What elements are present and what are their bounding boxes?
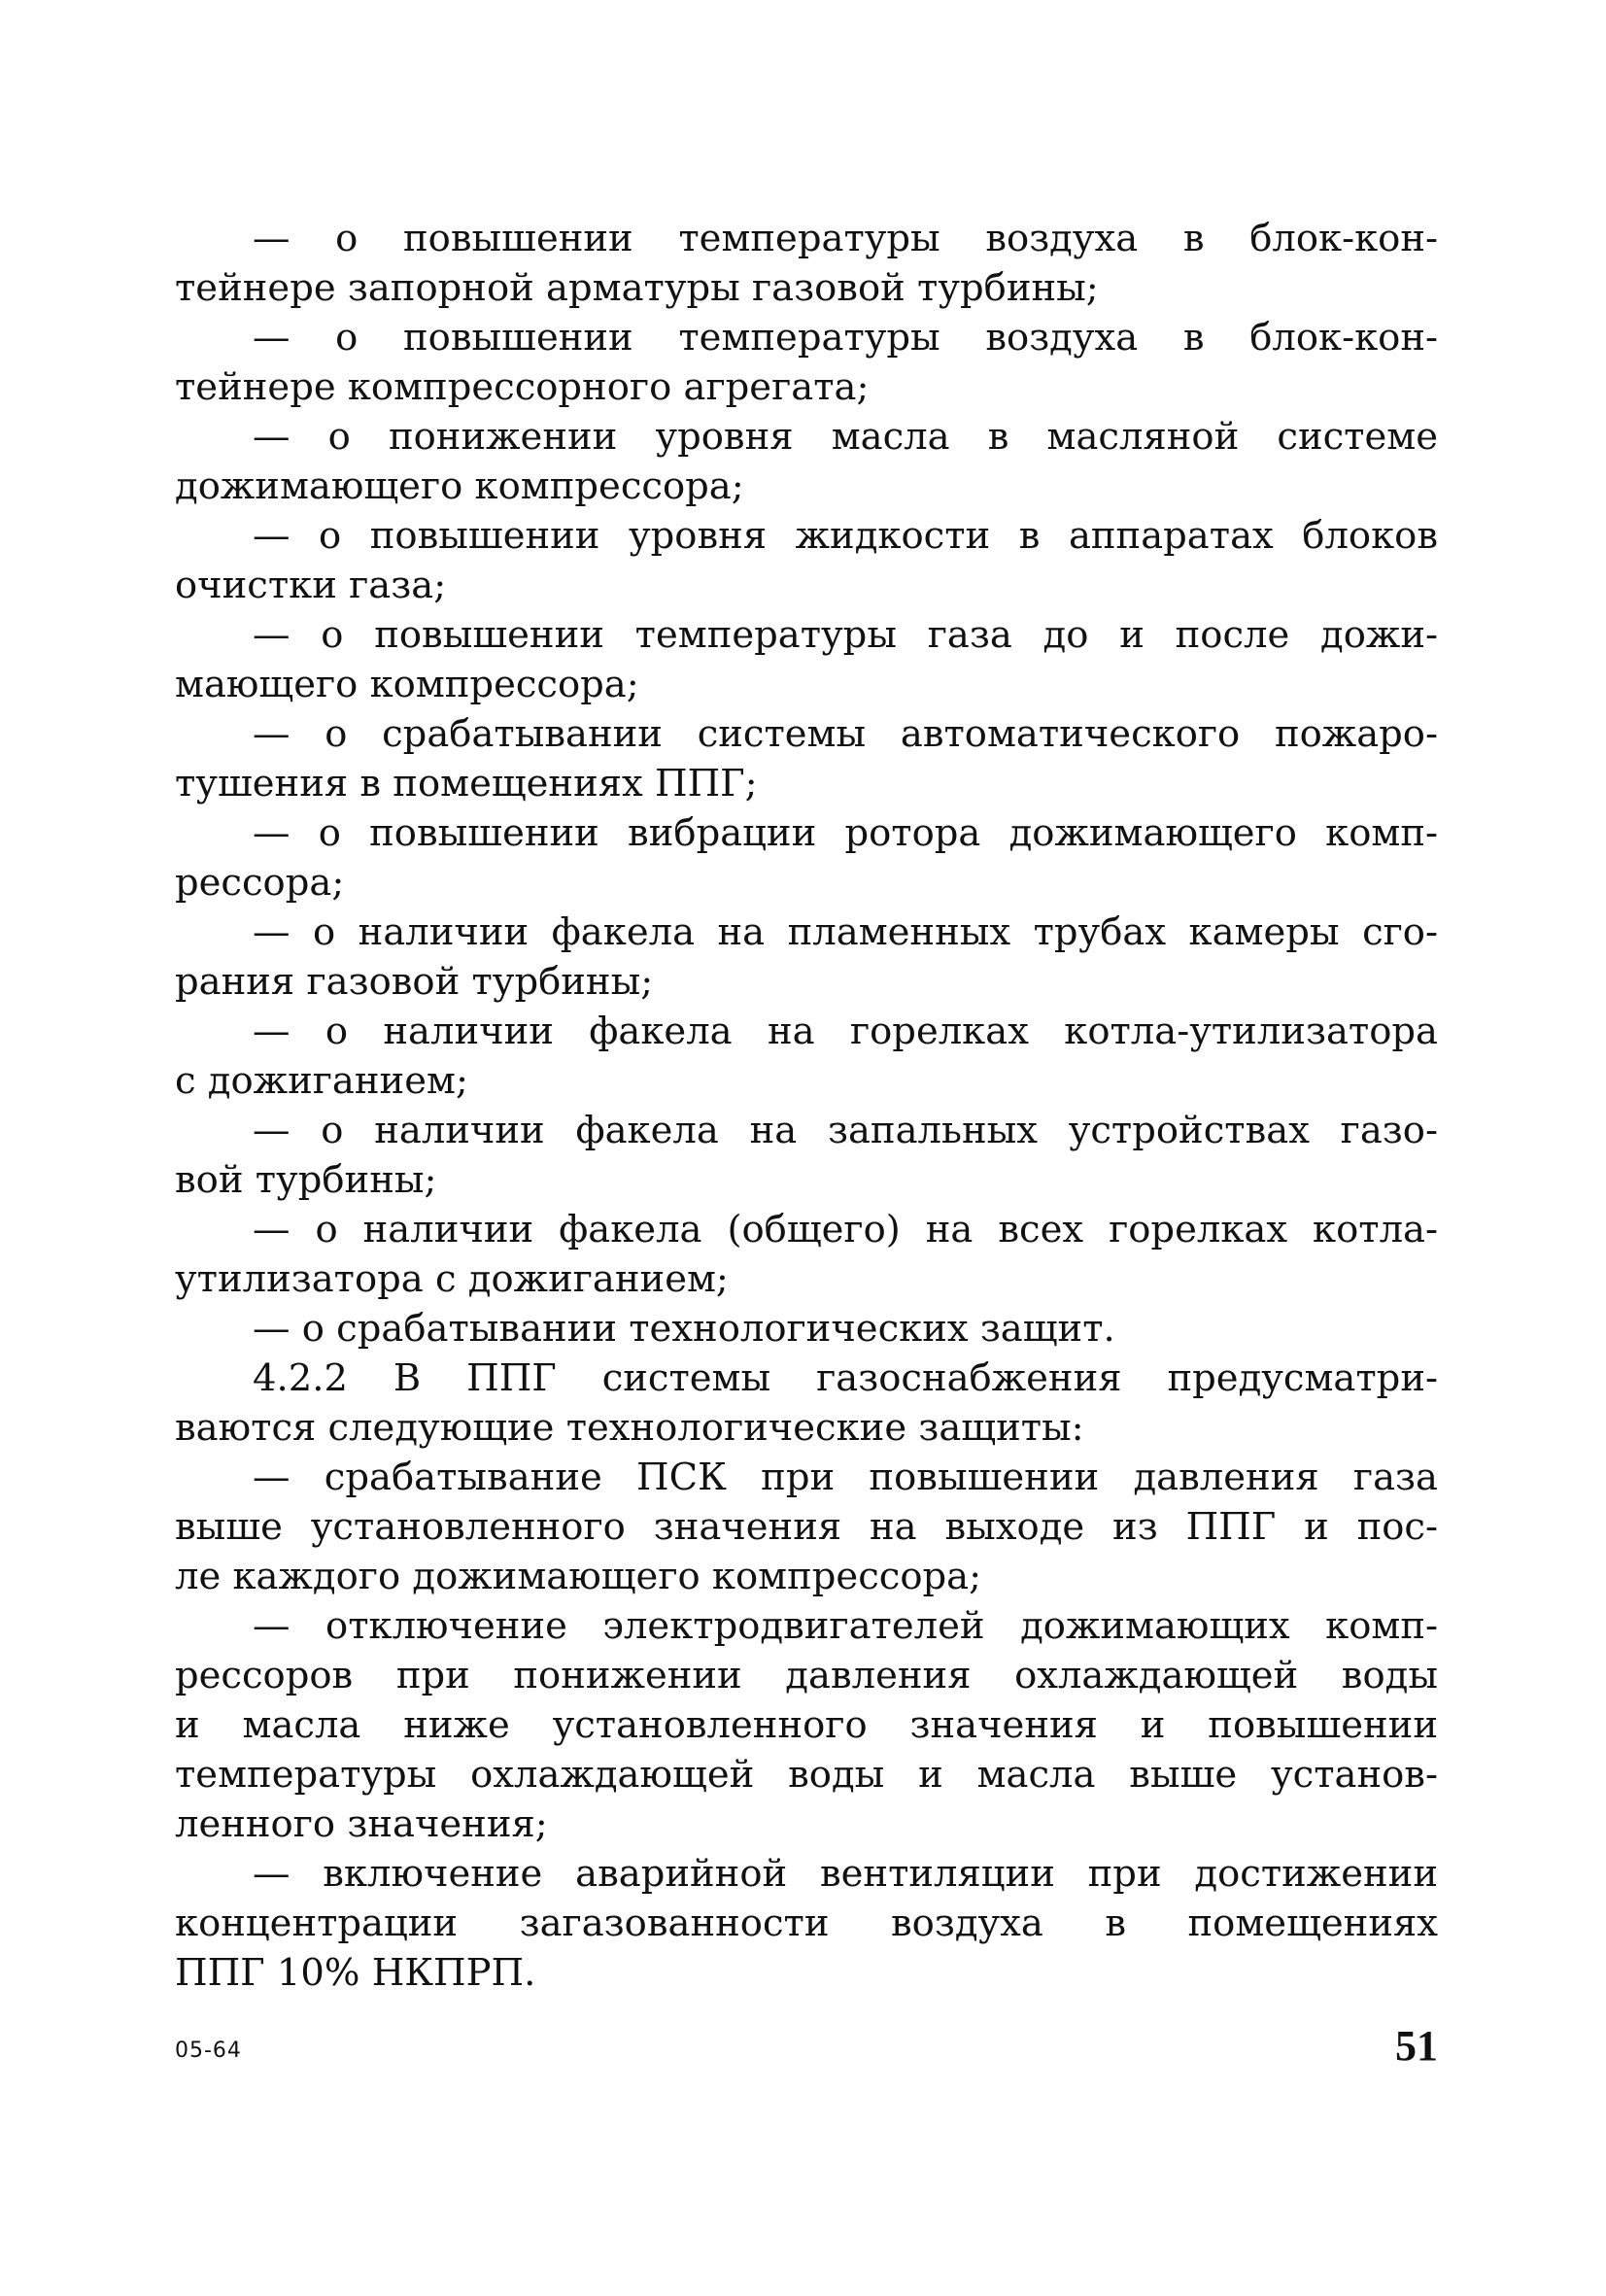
text-line: — включение аварийной вентиляции при достижении bbox=[253, 1852, 1438, 1896]
text-line: рессоров при понижении давления охлаждающей воды bbox=[175, 1654, 1438, 1697]
footer-code: 05-64 bbox=[175, 2039, 242, 2063]
text-line: ленного значения; bbox=[175, 1802, 548, 1846]
page-footer bbox=[175, 2021, 1438, 2079]
text-line: с дожиганием; bbox=[175, 1059, 468, 1103]
text-line: очистки газа; bbox=[175, 564, 447, 607]
text-line: — о наличии факела на пламенных трубах камеры сго- bbox=[253, 910, 1438, 954]
text-line: — отключение электродвигателей дожимающих комп- bbox=[253, 1604, 1438, 1648]
page-number: 51 bbox=[1395, 2022, 1438, 2070]
text-line: и масла ниже установленного значения и повышении bbox=[175, 1703, 1438, 1747]
text-line: — срабатывание ПСК при повышении давления газа bbox=[253, 1456, 1438, 1499]
text-line: ППГ 10% НКПРП. bbox=[175, 1951, 536, 1995]
page-text bbox=[175, 214, 1438, 1998]
text-line: концентрации загазованности воздуха в помещениях bbox=[175, 1902, 1438, 1945]
text-line: рания газовой турбины; bbox=[175, 960, 654, 1004]
text-line: — о понижении уровня масла в масляной системе bbox=[253, 415, 1438, 459]
text-line: — о наличии факела на горелках котла-утилизатора bbox=[253, 1010, 1438, 1053]
text-line: ваются следующие технологические защиты: bbox=[175, 1406, 1084, 1450]
text-line: — о повышении температуры воздуха в блок-кон- bbox=[253, 316, 1438, 360]
text-line: — о срабатывании системы автоматического пожаро- bbox=[253, 712, 1438, 756]
text-line: — о наличии факела (общего) на всех горелках котла- bbox=[253, 1208, 1438, 1251]
text-line: — о срабатывании технологических защит. bbox=[253, 1307, 1115, 1351]
text-line: — о повышении температуры газа до и после дожи- bbox=[253, 613, 1438, 657]
text-line: утилизатора с дожиганием; bbox=[175, 1257, 729, 1301]
text-line: рессора; bbox=[175, 861, 345, 905]
text-line: температуры охлаждающей воды и масла выше установ- bbox=[175, 1753, 1438, 1797]
text-line: тейнере компрессорного агрегата; bbox=[175, 365, 870, 409]
text-line: тушения в помещениях ППГ; bbox=[175, 762, 758, 805]
text-line: — о повышении температуры воздуха в блок-кон- bbox=[253, 217, 1438, 260]
text-line: — о наличии факела на запальных устройствах газо- bbox=[253, 1109, 1438, 1152]
text-line: — о повышении вибрации ротора дожимающего комп- bbox=[253, 811, 1438, 855]
text-line: — о повышении уровня жидкости в аппаратах блоков bbox=[253, 514, 1438, 558]
text-line: вой турбины; bbox=[175, 1158, 437, 1202]
text-line: ле каждого дожимающего компрессора; bbox=[175, 1555, 982, 1598]
text-line: 4.2.2 В ППГ системы газоснабжения предусматри- bbox=[253, 1356, 1438, 1400]
text-line: дожимающего компрессора; bbox=[175, 464, 744, 508]
text-line: мающего компрессора; bbox=[175, 663, 639, 706]
text-line: выше установленного значения на выходе из ППГ и пос- bbox=[175, 1505, 1438, 1549]
text-line: тейнере запорной арматуры газовой турбины; bbox=[175, 266, 1099, 310]
